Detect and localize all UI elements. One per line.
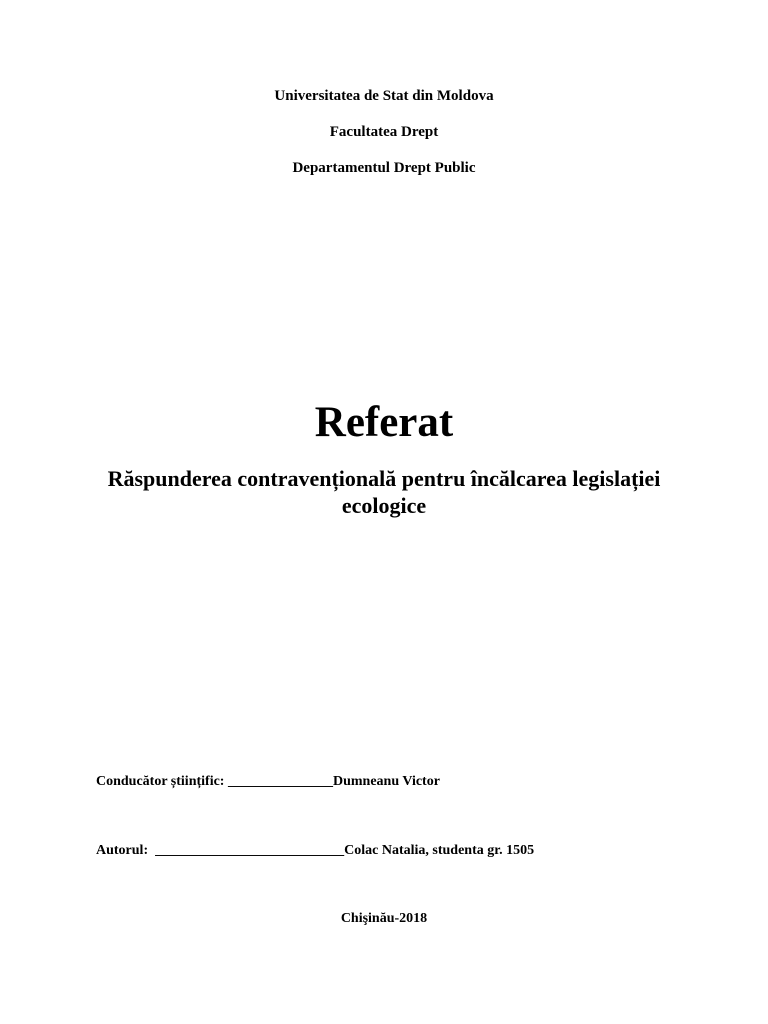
university-name: Universitatea de Stat din Moldova bbox=[274, 88, 494, 104]
author-label: Autorul: bbox=[96, 843, 149, 858]
author-line bbox=[96, 842, 716, 859]
author-signature-blank: ___________________________ bbox=[148, 843, 345, 858]
supervisor-name: Dumneanu Victor bbox=[332, 774, 440, 789]
department-name: Departamentul Drept Public bbox=[292, 160, 476, 176]
document-type-heading: Referat bbox=[314, 399, 454, 446]
faculty-name: Facultatea Drept bbox=[329, 124, 439, 140]
supervisor-line bbox=[96, 773, 716, 790]
supervisor-label: Conducător științific: bbox=[96, 774, 225, 789]
place-and-date: Chişinău-2018 bbox=[340, 911, 428, 926]
document-title: Răspunderea contravențională pentru încălcarea legislației ecologice bbox=[107, 466, 661, 518]
author-name: Colac Natalia, studenta gr. 1505 bbox=[344, 843, 535, 858]
supervisor-signature-blank: _______________ bbox=[224, 774, 333, 789]
